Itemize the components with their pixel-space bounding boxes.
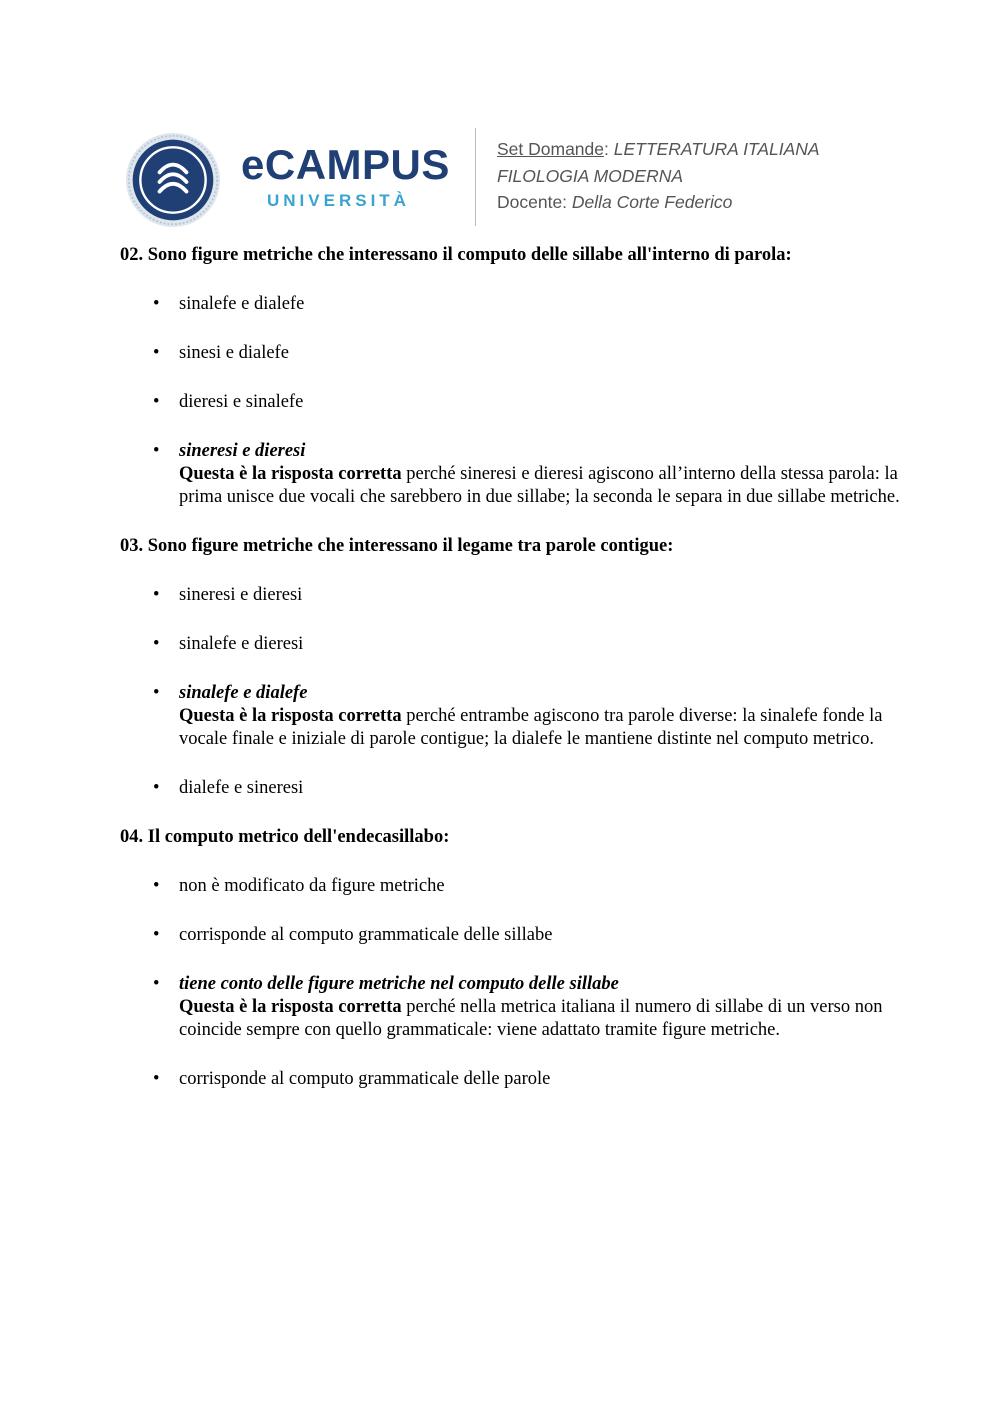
brand-subtitle: UNIVERSITÀ <box>267 191 410 210</box>
answer-option: • corrisponde al computo grammaticale delle parole <box>153 1069 551 1089</box>
bullet-icon: • <box>153 294 160 314</box>
answer-option: • corrisponde al computo grammaticale delle sillabe <box>153 925 553 945</box>
docente-line: Docente: Della Corte Federico <box>497 192 733 212</box>
answer-option-correct <box>120 440 900 509</box>
question-block <box>120 244 900 509</box>
bullet-icon: • <box>153 778 160 798</box>
answer-option-correct <box>120 682 900 751</box>
ecampus-seal-logo <box>125 132 221 228</box>
answer-option: • dialefe e sineresi <box>153 778 304 798</box>
bullet-icon: • <box>153 683 160 703</box>
answer-option: • sinalefe e dieresi <box>153 634 304 654</box>
questions-content <box>120 244 900 1091</box>
bullet-icon: • <box>153 974 160 994</box>
answer-option: • non è modificato da figure metriche <box>153 876 445 896</box>
bullet-icon: • <box>153 441 160 461</box>
ecampus-wordmark <box>241 142 450 214</box>
correct-answer: tiene conto delle figure metriche nel computo delle sillabe <box>179 974 619 994</box>
correct-answer: sineresi e dieresi <box>179 441 306 461</box>
set-domande-line: Set Domande: LETTERATURA ITALIANA <box>497 139 820 159</box>
brand-name: eCAMPUS <box>241 141 450 188</box>
answer-option: • sineresi e dieresi <box>153 585 303 605</box>
header-info <box>497 136 820 216</box>
header-divider <box>475 128 476 226</box>
bullet-icon: • <box>153 343 160 363</box>
question-block <box>120 826 900 1091</box>
question-title: 03. Sono figure metriche che interessano il legame tra parole contigue: <box>120 536 674 556</box>
question-title: 02. Sono figure metriche che interessano il computo delle sillabe all'interno di parola: <box>120 245 792 265</box>
answer-option: • sinesi e dialefe <box>153 343 289 363</box>
answer-option: • sinalefe e dialefe <box>153 294 305 314</box>
bullet-icon: • <box>153 925 160 945</box>
bullet-icon: • <box>153 392 160 412</box>
course-line: FILOLOGIA MODERNA <box>497 165 684 186</box>
answer-explanation: Questa è la risposta corretta perché nella metrica italiana il numero di sillabe di un verso non coincide sempre con quello grammaticale: viene adattato tramite figure metriche. <box>179 997 883 1040</box>
answer-explanation: Questa è la risposta corretta perché entrambe agiscono tra parole diverse: la sinalefe fonde la vocale finale e iniziale di parole contigue; la dialefe le mantiene distinte nel computo metrico. <box>179 706 883 749</box>
bullet-icon: • <box>153 1069 160 1089</box>
answer-option: • dieresi e sinalefe <box>153 392 304 412</box>
answer-option-correct <box>120 973 900 1042</box>
answer-explanation: Questa è la risposta corretta perché sineresi e dieresi agiscono all’interno della stessa parola: la prima unisce due vocali che sarebbero in due sillabe; la seconda le separa in due sillabe metriche. <box>179 464 900 507</box>
question-block <box>120 535 900 800</box>
question-title: 04. Il computo metrico dell'endecasillabo: <box>120 827 450 847</box>
answer-list <box>120 584 900 800</box>
page-header <box>125 128 885 228</box>
bullet-icon: • <box>153 634 160 654</box>
bullet-icon: • <box>153 585 160 605</box>
correct-answer: sinalefe e dialefe <box>179 683 308 703</box>
answer-list <box>120 293 900 509</box>
answer-list <box>120 875 900 1091</box>
bullet-icon: • <box>153 876 160 896</box>
